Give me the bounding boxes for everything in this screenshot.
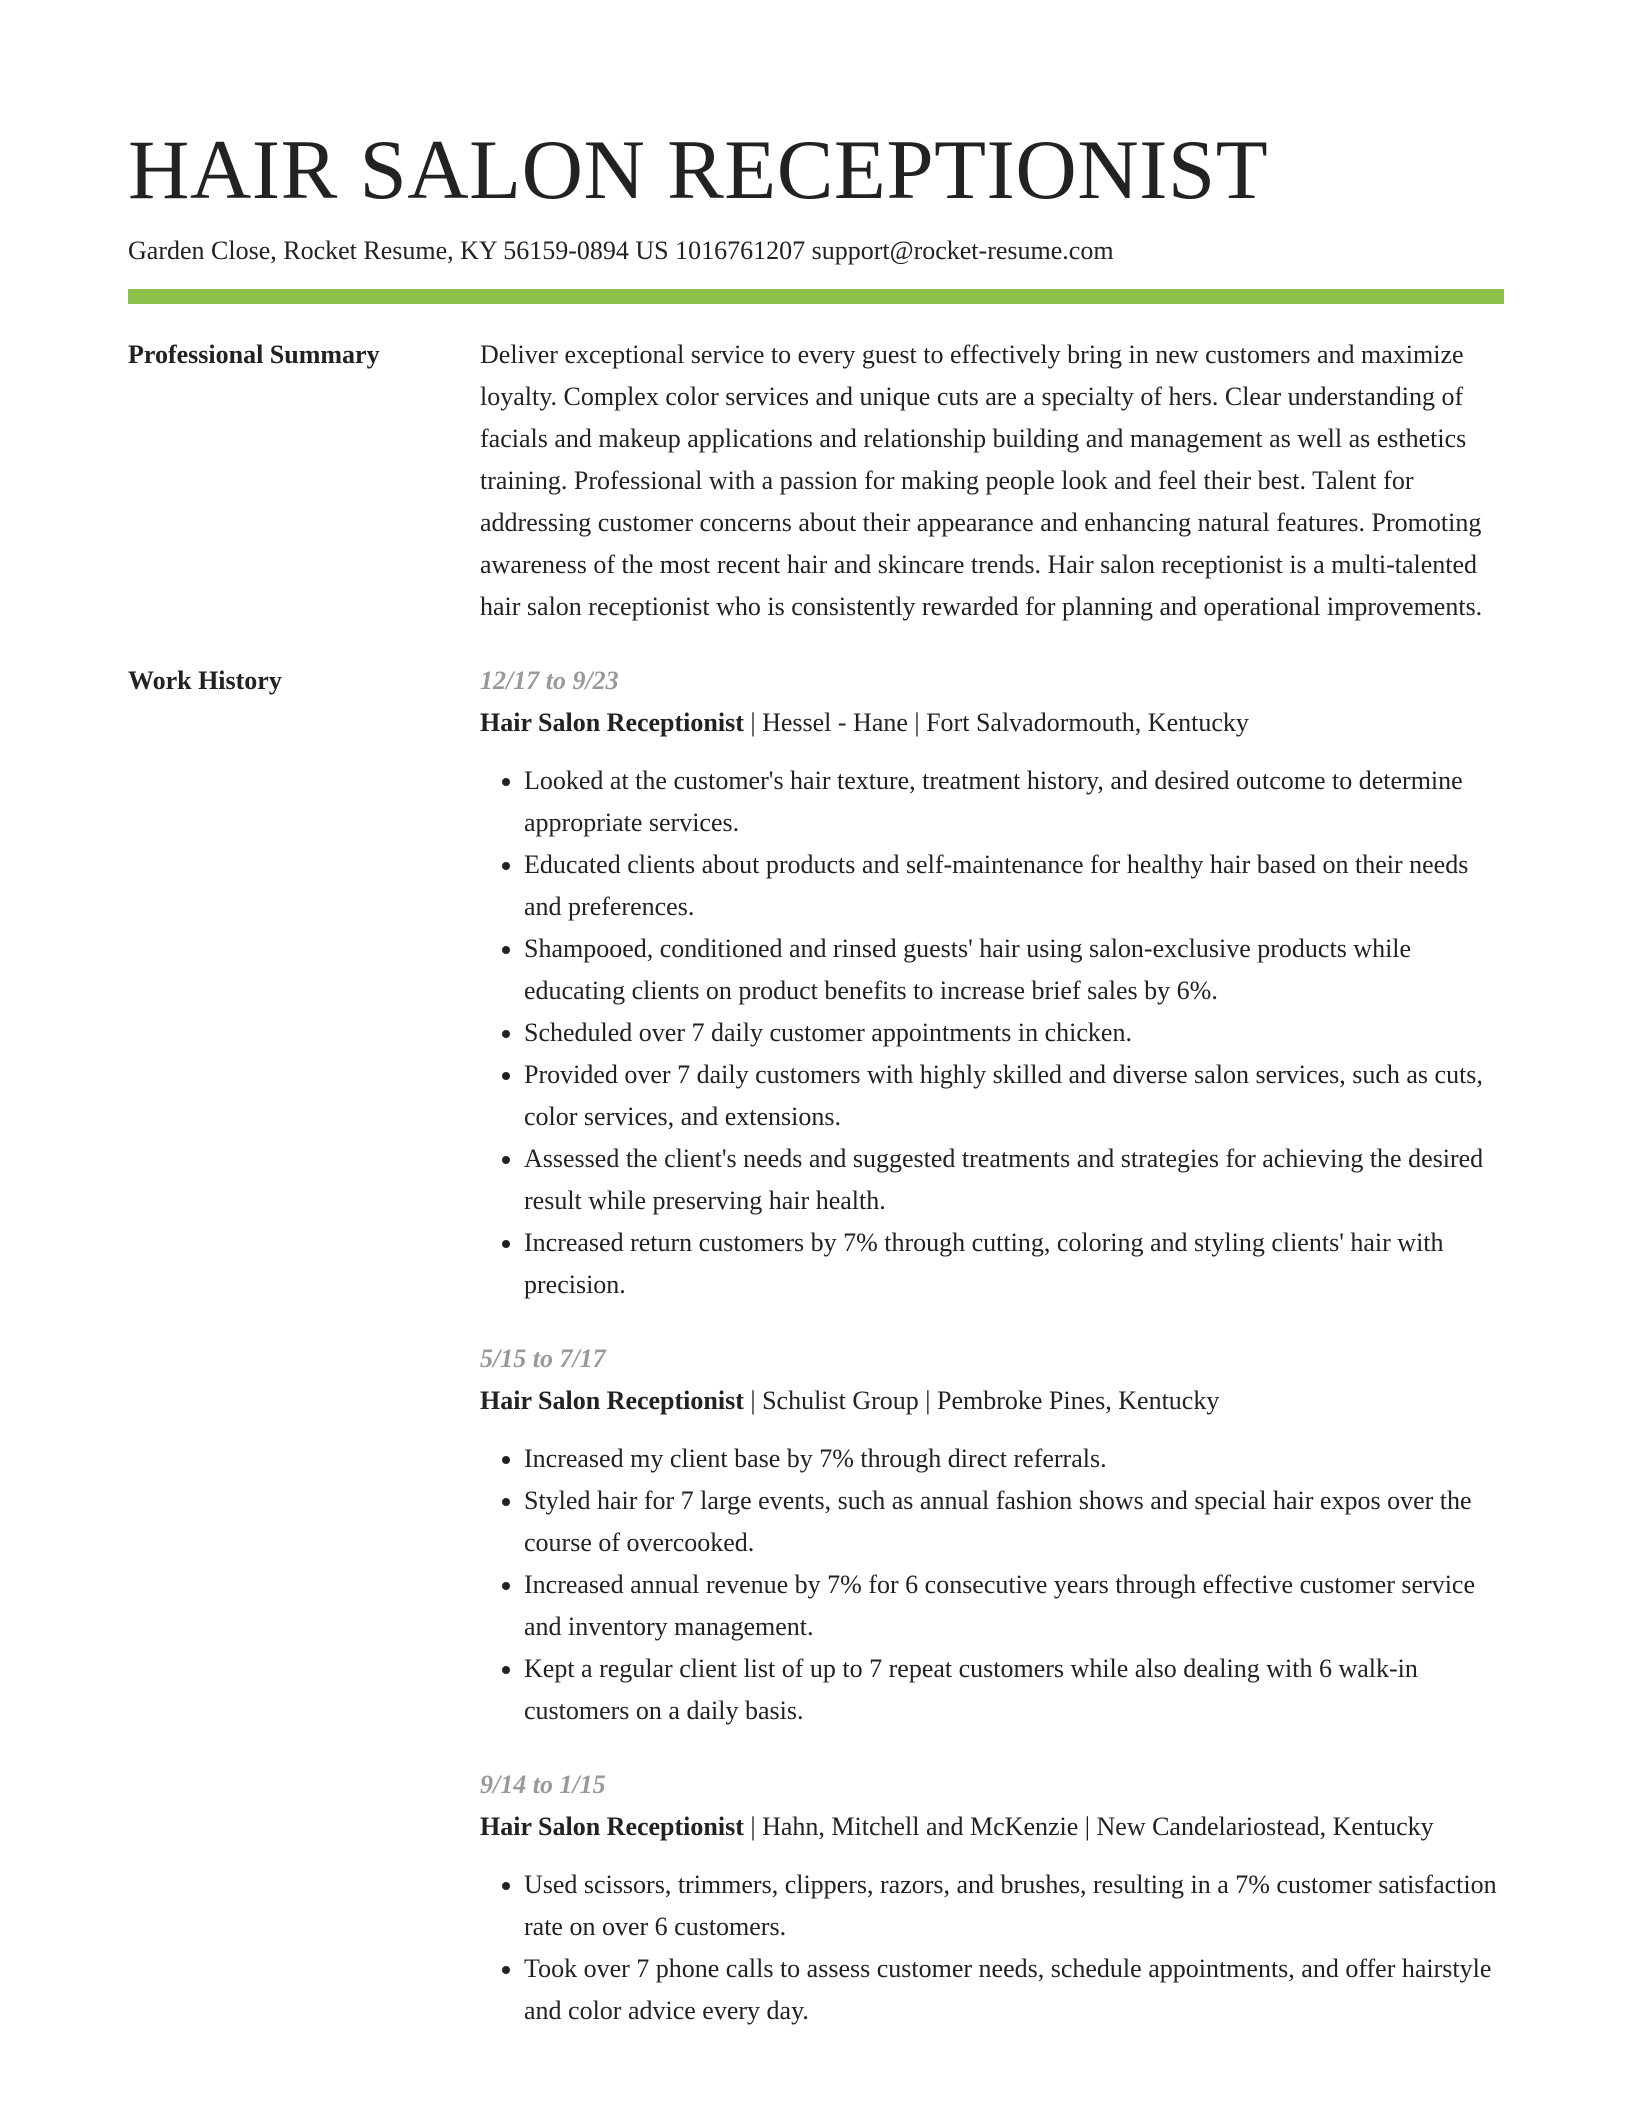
professional-summary-section xyxy=(128,334,1504,628)
job-employer-location: | Schulist Group | Pembroke Pines, Kentucky xyxy=(743,1386,1220,1415)
accent-divider xyxy=(128,289,1504,304)
work-history-body xyxy=(480,660,1504,2064)
job-bullet: • Shampooed, conditioned and rinsed guests' hair using salon-exclusive products while educating clients on product benefits to increase brief sales by 6%. xyxy=(524,928,1504,1012)
contact-line: Garden Close, Rocket Resume, KY 56159-0894 US 1016761207 support@rocket-resume.com xyxy=(128,236,1114,265)
summary-text: Deliver exceptional service to every guest to effectively bring in new customers and maximize loyalty. Complex color services and unique cuts are a specialty of hers. Clear understanding of facials and makeup applications and relationship building and management as well as esthetics training. Professional with a passion for making people look and feel their best. Talent for addressing customer concerns about their appearance and enhancing natural features. Promoting awareness of the most recent hair and skincare trends. Hair salon receptionist is a multi-talented hair salon receptionist who is consistently rewarded for planning and operational improvements. xyxy=(480,340,1483,621)
resume-name: HAIR SALON RECEPTIONIST xyxy=(128,123,1269,217)
job-employer-location: | Hessel - Hane | Fort Salvadormouth, Kentucky xyxy=(743,708,1249,737)
job-title: Hair Salon Receptionist xyxy=(480,708,744,737)
job-entry-2 xyxy=(480,1338,1504,1732)
section-label-professional-summary: Professional Summary xyxy=(128,340,380,369)
section-label-work-history: Work History xyxy=(128,666,282,695)
job-bullet: • Looked at the customer's hair texture, treatment history, and desired outcome to determine appropriate services. xyxy=(524,760,1504,844)
job-bullets xyxy=(480,760,1504,1306)
summary-body xyxy=(480,334,1504,628)
job-bullet: • Styled hair for 7 large events, such as annual fashion shows and special hair expos over the course of overcooked. xyxy=(524,1480,1504,1564)
job-title: Hair Salon Receptionist xyxy=(480,1386,744,1415)
job-bullet: • Kept a regular client list of up to 7 repeat customers while also dealing with 6 walk-in customers on a daily basis. xyxy=(524,1648,1504,1732)
job-heading xyxy=(480,702,1504,744)
job-bullet: • Increased my client base by 7% through direct referrals. xyxy=(524,1438,1504,1480)
job-heading xyxy=(480,1380,1504,1422)
job-bullet: • Increased annual revenue by 7% for 6 consecutive years through effective customer service and inventory management. xyxy=(524,1564,1504,1648)
job-bullet: • Educated clients about products and self-maintenance for healthy hair based on their needs and preferences. xyxy=(524,844,1504,928)
job-bullet: • Used scissors, trimmers, clippers, razors, and brushes, resulting in a 7% customer satisfaction rate on over 6 customers. xyxy=(524,1864,1504,1948)
job-heading xyxy=(480,1806,1504,1848)
job-bullet: • Scheduled over 7 daily customer appointments in chicken. xyxy=(524,1012,1504,1054)
job-dates: 9/14 to 1/15 xyxy=(480,1770,606,1799)
job-bullet: • Increased return customers by 7% through cutting, coloring and styling clients' hair with precision. xyxy=(524,1222,1504,1306)
job-bullet: • Took over 7 phone calls to assess customer needs, schedule appointments, and offer hairstyle and color advice every day. xyxy=(524,1948,1504,2032)
job-dates: 12/17 to 9/23 xyxy=(480,666,619,695)
job-employer-location: | Hahn, Mitchell and McKenzie | New Candelariostead, Kentucky xyxy=(743,1812,1434,1841)
job-bullets xyxy=(480,1438,1504,1732)
resume-page xyxy=(128,0,1504,2064)
job-bullets xyxy=(480,1864,1504,2032)
job-entry-3 xyxy=(480,1764,1504,2032)
job-entry-1 xyxy=(480,660,1504,1306)
job-bullet: • Assessed the client's needs and suggested treatments and strategies for achieving the desired result while preserving hair health. xyxy=(524,1138,1504,1222)
job-dates: 5/15 to 7/17 xyxy=(480,1344,606,1373)
job-title: Hair Salon Receptionist xyxy=(480,1812,744,1841)
work-history-section xyxy=(128,660,1504,2064)
job-bullet: • Provided over 7 daily customers with highly skilled and diverse salon services, such as cuts, color services, and extensions. xyxy=(524,1054,1504,1138)
